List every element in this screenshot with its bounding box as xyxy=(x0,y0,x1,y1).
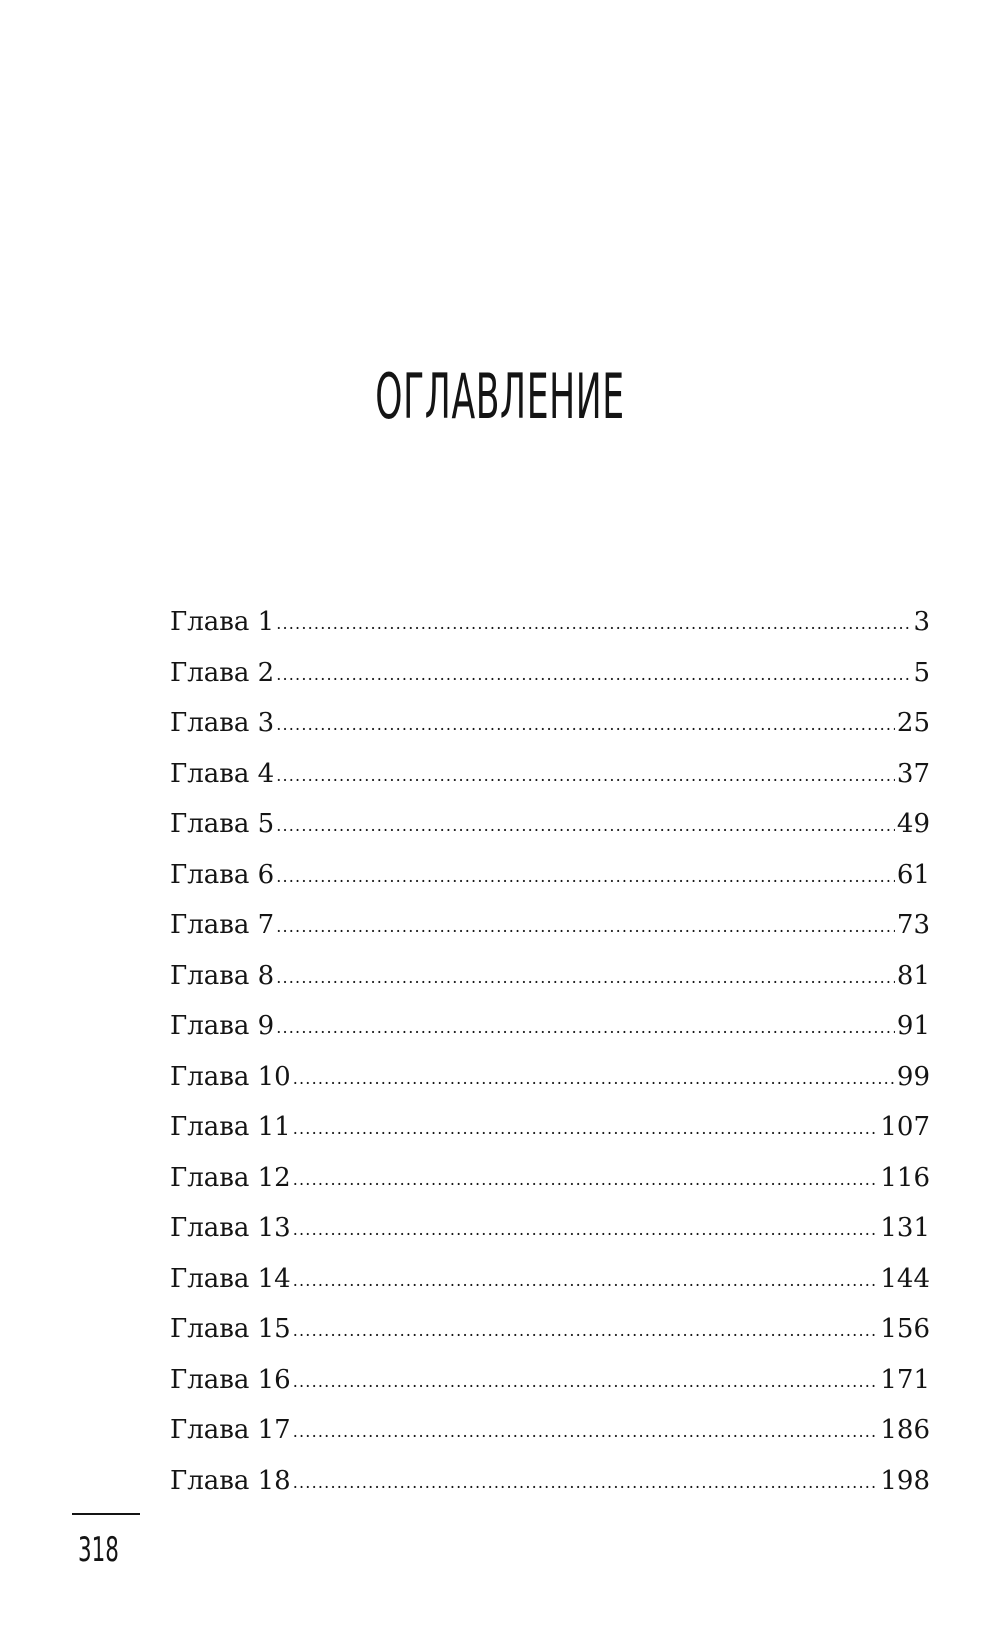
dot-leader xyxy=(293,1366,879,1398)
toc-entry-page: 37 xyxy=(896,758,930,789)
toc-entry-page: 198 xyxy=(880,1465,930,1496)
dot-leader xyxy=(276,659,911,691)
toc-entry-label: Глава 8 xyxy=(170,960,275,991)
toc-entry xyxy=(170,808,930,859)
dot-leader xyxy=(293,1214,879,1246)
dot-leader xyxy=(293,1265,879,1297)
dot-leader xyxy=(276,1012,895,1044)
dot-leader xyxy=(276,608,911,640)
toc-entry-label: Глава 4 xyxy=(170,758,275,789)
toc-entry xyxy=(170,1313,930,1364)
toc-entry xyxy=(170,1212,930,1263)
toc-entry xyxy=(170,657,930,708)
toc-entry-label: Глава 11 xyxy=(170,1112,291,1142)
page-number: 318 xyxy=(78,1530,119,1570)
toc-entry xyxy=(170,909,930,960)
toc-entry-label: Глава 14 xyxy=(170,1263,291,1294)
toc-entry-page: 91 xyxy=(896,1011,930,1041)
toc-entry-label: Глава 10 xyxy=(170,1061,291,1092)
folio-rule xyxy=(72,1513,140,1515)
toc-entry-page: 171 xyxy=(880,1364,930,1395)
toc-entry-page: 73 xyxy=(896,910,930,940)
toc-entry-page: 99 xyxy=(896,1061,930,1092)
toc-entry-page: 186 xyxy=(880,1415,930,1445)
toc-entry-label: Глава 1 xyxy=(170,607,275,637)
toc-entry xyxy=(170,758,930,809)
toc-entry xyxy=(170,1465,930,1516)
toc-entry-page: 61 xyxy=(896,859,930,890)
table-of-contents xyxy=(170,606,930,1515)
toc-entry-label: Глава 12 xyxy=(170,1162,291,1193)
toc-entry-label: Глава 15 xyxy=(170,1314,291,1344)
toc-entry-page: 131 xyxy=(880,1213,930,1243)
toc-entry xyxy=(170,707,930,758)
toc-entry-page: 49 xyxy=(896,809,930,839)
page-title: ОГЛАВЛЕНИЕ xyxy=(375,360,625,433)
toc-entry xyxy=(170,859,930,910)
dot-leader xyxy=(293,1164,879,1196)
toc-entry-page: 156 xyxy=(880,1314,930,1344)
toc-entry xyxy=(170,1061,930,1112)
toc-entry-page: 144 xyxy=(880,1263,930,1294)
dot-leader xyxy=(276,709,895,741)
dot-leader xyxy=(276,760,895,792)
toc-entry-label: Глава 13 xyxy=(170,1213,291,1243)
toc-entry-page: 107 xyxy=(880,1112,930,1142)
toc-entry xyxy=(170,1162,930,1213)
toc-entry-page: 116 xyxy=(880,1162,930,1193)
dot-leader xyxy=(276,911,895,943)
toc-entry-page: 25 xyxy=(896,708,930,738)
toc-entry xyxy=(170,1414,930,1465)
toc-entry xyxy=(170,960,930,1011)
dot-leader xyxy=(293,1467,879,1499)
toc-entry-page: 81 xyxy=(896,960,930,991)
toc-entry xyxy=(170,606,930,657)
toc-entry-label: Глава 7 xyxy=(170,910,275,940)
toc-entry-page: 3 xyxy=(913,607,930,637)
toc-entry xyxy=(170,1364,930,1415)
toc-entry-label: Глава 9 xyxy=(170,1011,275,1041)
toc-entry xyxy=(170,1263,930,1314)
toc-entry-page: 5 xyxy=(913,657,930,688)
toc-entry-label: Глава 6 xyxy=(170,859,275,890)
toc-entry-label: Глава 18 xyxy=(170,1465,291,1496)
toc-entry-label: Глава 2 xyxy=(170,657,275,688)
toc-entry-label: Глава 5 xyxy=(170,809,275,839)
dot-leader xyxy=(276,962,895,994)
toc-entry-label: Глава 17 xyxy=(170,1415,291,1445)
dot-leader xyxy=(276,810,895,842)
dot-leader xyxy=(293,1315,879,1347)
toc-entry-label: Глава 3 xyxy=(170,708,275,738)
toc-entry-label: Глава 16 xyxy=(170,1364,291,1395)
dot-leader xyxy=(293,1063,895,1095)
dot-leader xyxy=(276,861,895,893)
toc-entry xyxy=(170,1010,930,1061)
dot-leader xyxy=(293,1113,879,1145)
dot-leader xyxy=(293,1416,879,1448)
toc-entry xyxy=(170,1111,930,1162)
